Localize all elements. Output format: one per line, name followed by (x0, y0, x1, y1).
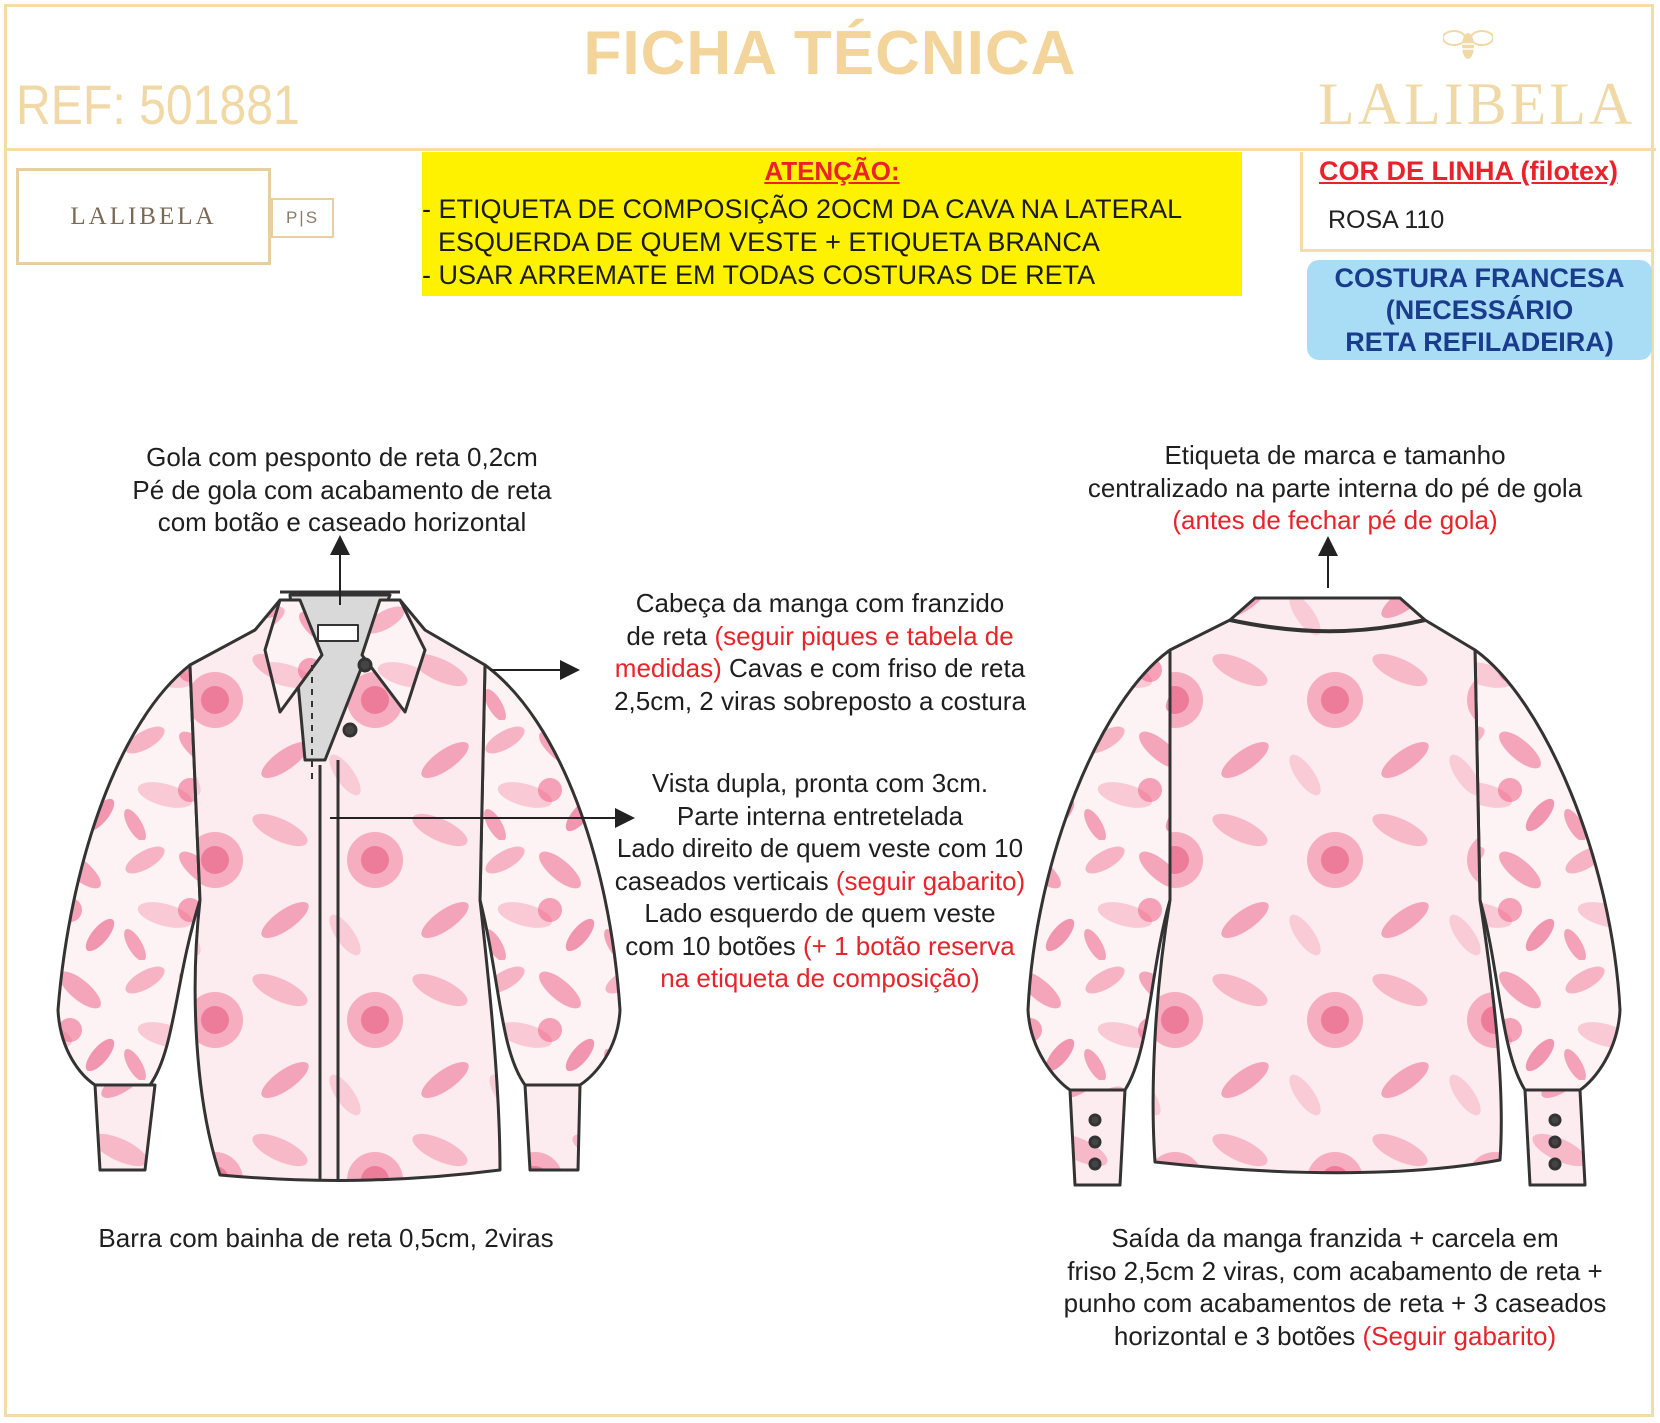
brand-label-line-2: centralizado na parte interna do pé de gola (1087, 472, 1583, 503)
sleeve-head-note (580, 587, 1060, 717)
cuff-line-4 (1025, 1320, 1645, 1353)
front-shirt-drawing (58, 592, 620, 1180)
placket-line-6 (580, 930, 1060, 963)
brand-label-line-1: Etiqueta de marca e tamanho (1164, 440, 1506, 470)
cuff-line-1: Saída da manga franzida + carcela em (1111, 1223, 1559, 1253)
sleeve-head-line-3a: medidas) (614, 653, 722, 683)
cuff-line-2: friso 2,5cm 2 viras, com acabamento de reta + (1067, 1255, 1603, 1286)
sleeve-head-line-2 (580, 620, 1060, 653)
placket-line-4b: (seguir gabarito) (835, 865, 1026, 896)
collar-note-line-3: com botão e caseado horizontal (157, 507, 527, 537)
placket-line-6a: com 10 botões (625, 930, 804, 961)
seam-line-3: RETA REFILADEIRA) (1345, 327, 1614, 357)
collar-note (92, 441, 592, 539)
reference-code: REF: 501881 (16, 73, 300, 136)
cuff-line-3: punho com acabamentos de reta + 3 caseados (1063, 1288, 1607, 1318)
collar-note-line-2: Pé de gola com acabamento de reta (132, 474, 552, 505)
cuff-line-4a: horizontal e 3 botões (1113, 1320, 1363, 1351)
brand-label-note (1035, 439, 1635, 537)
cuff-line-4b: (Seguir gabarito) (1362, 1320, 1557, 1351)
attention-line-2-text: ESQUERDA DE QUEM VESTE + ETIQUETA BRANCA (438, 227, 1100, 257)
sleeve-head-line-3b: Cavas e com friso de reta (721, 653, 1026, 683)
page-title: FICHA TÉCNICA (583, 19, 1077, 88)
hem-note: Barra com bainha de reta 0,5cm, 2viras (98, 1223, 554, 1253)
sleeve-head-line-2b: (seguir piques e tabela de (714, 620, 1014, 651)
placket-line-7: na etiqueta de composição) (660, 963, 980, 993)
thread-color-title: COR DE LINHA (filotex) (1319, 156, 1618, 186)
collar-note-line-1: Gola com pesponto de reta 0,2cm (146, 442, 538, 472)
brand-wordmark: LALIBELA (1318, 71, 1636, 137)
thread-color-value: ROSA 110 (1328, 206, 1445, 234)
seam-line-1: COSTURA FRANCESA (1334, 263, 1625, 293)
placket-note (580, 767, 1060, 995)
sleeve-head-line-2a: de reta (626, 620, 715, 651)
attention-title: ATENÇÃO: (764, 156, 900, 186)
seam-line-2: (NECESSÁRIO (1385, 295, 1574, 325)
placket-line-2: Parte interna entretelada (676, 800, 964, 831)
brand-label-logo: LALIBELA (16, 168, 271, 265)
cuff-note (1025, 1222, 1645, 1352)
placket-line-5: Lado esquerdo de quem veste (644, 898, 996, 928)
attention-line-3: - USAR ARREMATE EM TODAS COSTURAS DE RETA (422, 260, 1096, 290)
placket-line-4a: caseados verticais (614, 865, 836, 896)
placket-line-4 (580, 865, 1060, 898)
placket-line-3: Lado direito de quem veste com 10 (616, 833, 1024, 863)
sleeve-head-line-1: Cabeça da manga com franzido (635, 588, 1005, 618)
sleeve-head-line-4: 2,5cm, 2 viras sobreposto a costura (614, 685, 1026, 716)
back-shirt-drawing (1028, 598, 1620, 1185)
placket-line-1: Vista dupla, pronta com 3cm. (651, 768, 989, 798)
attention-line-1: - ETIQUETA DE COMPOSIÇÃO 2OCM DA CAVA NA LATERAL (422, 194, 1183, 224)
placket-line-6b: (+ 1 botão reserva (803, 930, 1015, 961)
size-tag: P|S (271, 198, 334, 238)
sleeve-head-line-3 (580, 652, 1060, 685)
brand-label-line-3: (antes de fechar pé de gola) (1172, 505, 1498, 535)
